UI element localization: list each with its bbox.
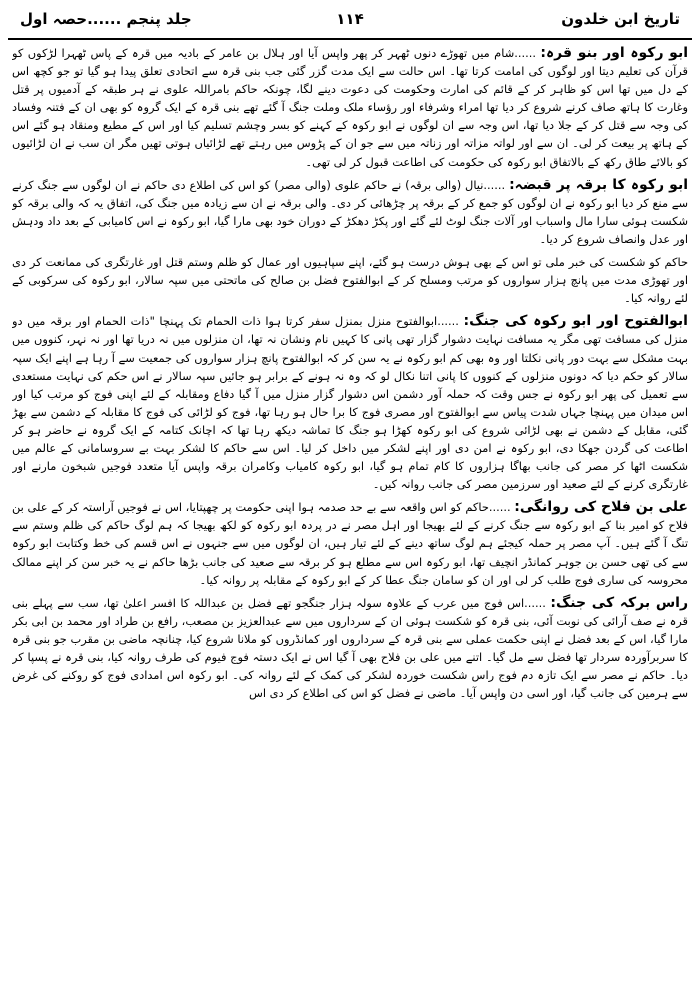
section-text: ......اس فوج میں عرب کے علاوہ سولہ ہزار جنگجو تھے فضل بن عبداللہ کا افسر اعلیٰ تھا، سب سے پہلے بنی قرہ نے صف آرائی کی نوبت آئی، بنی قرہ کو شکست ہوئی ان کے سرداروں میں سے عبدالعزیز بن مصعب، رافع بن طراد اور محمد بن ابی بکر مارا گیا، اس کے بعد فضل نے اپنی حکمت عملی سے بنی قرہ کے سرداروں اور کمانڈروں کو ملانا شروع کیا، چنانچہ ماضی بن مقرب جو بنی قرہ کا سربرآوردہ سردار تھا فضل سے مل گیا۔ اتنے میں علی بن فلاح بھی آ گیا اس نے ایک دستہ فوج فیوم کی طرف روانہ کیا، بنی قرہ نے پسپا کر دیا۔ حاکم نے مصر سے ایک تازہ دم فوج راس شکست خوردہ لشکر کی کمک کے لئے روانہ کی۔ ابو رکوہ اس امدادی فوج کو روکنے کی غرض سے ہرمین کی جانب گیا، اور اسی دن واپس آیا۔ ماضی نے فضل کو اس کی اطلاع کر دی اس [12, 595, 688, 701]
page-body [12, 44, 688, 983]
section-text: ......نیال (والی برقہ) نے حاکم علوی (والی مصر) کو اس کی اطلاع دی حاکم نے ان لوگوں سے جنگ کرنے سے منع کر دیا ابو رکوہ نے ان لوگوں کو جمع کر کے برقہ پر چڑھائی کر دی۔ والی برقہ نے ان سے زیادہ میں جنگ کی، اتفاق یہ کہ والی برقہ کو شکست ہوئی سارا مال واسباب اور آلات جنگ لوٹ لئے گئے اور پکڑ دھکڑ کے دوران خود بھی مارا گیا، ابو رکوہ نے اس کامیابی کے بعد داد ودہش اور عدل وانصاف شروع کر دیا۔ [12, 177, 688, 246]
section-text: ......حاکم کو اس واقعہ سے بے حد صدمہ ہوا اپنی حکومت پر چھپتایا، اس نے فوجیں آراستہ کر کے علی بن فلاح کو امیر بنا کے ابو رکوہ سے جنگ کرنے کے لئے بھیجا اور اہل مصر نے در پردہ ابو رکوہ کو لکھ بھیجا کہ ہم لوگ حاکم کی ظلم وستم سے تنگ آ گئے ہیں۔ آپ مصر پر حملہ کیجئے ہم لوگ ساتھ دینے کے لئے تیار ہیں، ان لوگوں میں سے جنہوں نے اس قسم کی خط وکتابت ابو رکوہ سے کی تھی حسن بن جوہر کمانڈر انچیف تھا، ابو رکوہ اس سے مطلع ہو کر برقہ سے صعید کی جانب بڑھا حاکم نے یہ خبر سن کر اپنے ممالک محروسہ کی ساری فوج طلب کر لی اور ان کو سامان جنگ عطا کر کے ابو رکوہ کے مقابلہ پر روانہ کیا۔ [12, 500, 688, 587]
page-number: ۱۱۴ [336, 10, 364, 28]
page-header [8, 4, 692, 40]
section-abu-rakwa-banu-qurra [12, 44, 688, 171]
section-barqa-capture [12, 176, 688, 248]
section-abul-futuh-battle [12, 312, 688, 493]
book-title: تاریخ ابن خلدون [561, 10, 680, 28]
volume-label: جلد پنجم ......حصہ اول [20, 10, 192, 28]
section-heading: علی بن فلاح کی روانگی: [514, 499, 688, 516]
section-text: ......شام میں تھوڑے دنوں ٹھہر کر پھر واپس آیا اور ہلال بن عامر کے بادیہ میں قرہ کے پاس ٹھہرا لڑکوں کو قرآن کی تعلیم دیتا اور لوگوں کی امامت کرتا تھا۔ اس حالت سے ایک مدت گزر گئی جب بنی قرہ سے اتحادی تعلق پیدا ہو گیا تو جو کچھ اس کے دل میں تھا اس کو ظاہر کر کے قائم کی امارت وحکومت کی دعوت دینے لگا، چونکہ حاکم بامراللہ علوی نے ہر طبقہ کے آدمیوں پر قتل وغارت کا ہاتھ صاف کرنے شروع کر دیا تھا امراء وشرفاء اور رؤساء ملک وملت جنگ آ گئے تھے بنی قرہ کے ایک گروہ کو بھی ان کے فتنہ وفساد کی وجہ سے قتل کر کے جلا دیا تھا، اس وجہ سے ان لوگوں نے ابو رکوہ کے کہنے کو بسر وچشم تسلیم کیا اور اس کے مطیع ومنقاد ہو گئے اس کے ہاتھ پر بیعت کر لی۔ ان سے اور لواتہ مزاتہ اور زناتہ میں سے جو ان کے پڑوس میں رہتے تھے لڑائیاں ہوتی تھیں مگر ان سب نے ان لڑائیوں کو بالائے طاق رکھ کے بالاتفاق ابو رکوہ کی حکومت کی اطاعت قبول کر لی تھی۔ [12, 46, 688, 169]
section-heading: ابو رکوہ اور بنو قرہ: [540, 45, 688, 61]
section-heading: ابو رکوہ کا برقہ پر قبضہ: [509, 176, 688, 193]
section-text: حاکم کو شکست کی خبر ملی تو اس کے بھی ہوش درست ہو گئے، اپنے سپاہیوں اور عمال کو ظلم وستم قتل اور غارتگری کی ممانعت کر دی اور تھوڑی مدت میں پانچ ہزار سواروں کو مرتب ومسلح کر کے ابوالفتوح فضل بن صالح کی ماتحتی میں سپہ سالار، ابو رکوہ کی سرکوبی کے لئے روانہ کیا۔ [12, 255, 688, 306]
section-heading: راس برکہ کی جنگ: [550, 594, 688, 611]
section-ras-birka-battle [12, 594, 688, 703]
paragraph-hakim-response [12, 253, 688, 307]
section-heading: ابوالفتوح اور ابو رکوہ کی جنگ: [463, 313, 688, 330]
section-text: ......ابوالفتوح منزل بمنزل سفر کرتا ہوا ذات الحمام تک پہنچا "ذات الحمام اور برقہ میں دو منزل کی مسافت تھی مگر یہ مسافت نہایت دشوار گزار تھی پانی کا کہیں نام ونشان نہ تھا، ان منزلوں میں نہ دریا تھا اور نہ نہر، کنووں میں بہت مشکل سے بہت دور پانی نکلتا اور وہ بھی کم ابو رکوہ نے یہ سن کر کہ ابوالفتوح پانچ ہزار سواروں کی جمعیت سے آ رہا ہے اپنے ایک سپہ سالار کو حکم دیا کہ دونوں منزلوں کے کنووں کا پانی اتنا نکال لو کہ وہ نہ ہونے کے برابر ہو جائیں سپہ سالار نے اس حکم کی نہایت مستعدی سے تعمیل کی پھر ابو رکوہ نے جس وقت کہ حملہ آور دشمن اس دشوار گزار منزل میں آ گیا دفاع ومقابلہ کے لئے اپنی فوج کو مرتب کیا اور اس میدان میں پہنچا جہاں شدت پیاس سے ابوالفتوح اور مصری فوج کا برا حال ہو رہا تھا، فوج کو لڑائی کی فوج کا مقابلہ کے دشمن سے بھڑ گئی، مقابل کے دشمن نے بھی لڑائی شروع کی ابو رکوہ کھڑا ہو جنگ کا تماشہ دیکھ رہا تھا کہ اچانک کتامہ کے ایک گروہ نے حاضر ہو کر اطاعت کی گردن جھکا دی، ابو رکوہ نے امن دی اور اپنے لشکر میں داخل کر لیا۔ اس سے حاکم کا لشکر بہت بے سروسامانی کے عالم میں شکست اٹھا کر مصر کی جانب بھاگا ہزاروں کا کام تمام ہو گیا، ابو رکوہ کامیاب وکامران برقہ واپس آیا متعدد فوجیں شبخون مارنے اور غارتگری کرنے کے لئے صعید اور سرزمین مصر کی جانب روانہ کیں۔ [12, 314, 688, 492]
section-ali-bin-falah [12, 498, 688, 588]
